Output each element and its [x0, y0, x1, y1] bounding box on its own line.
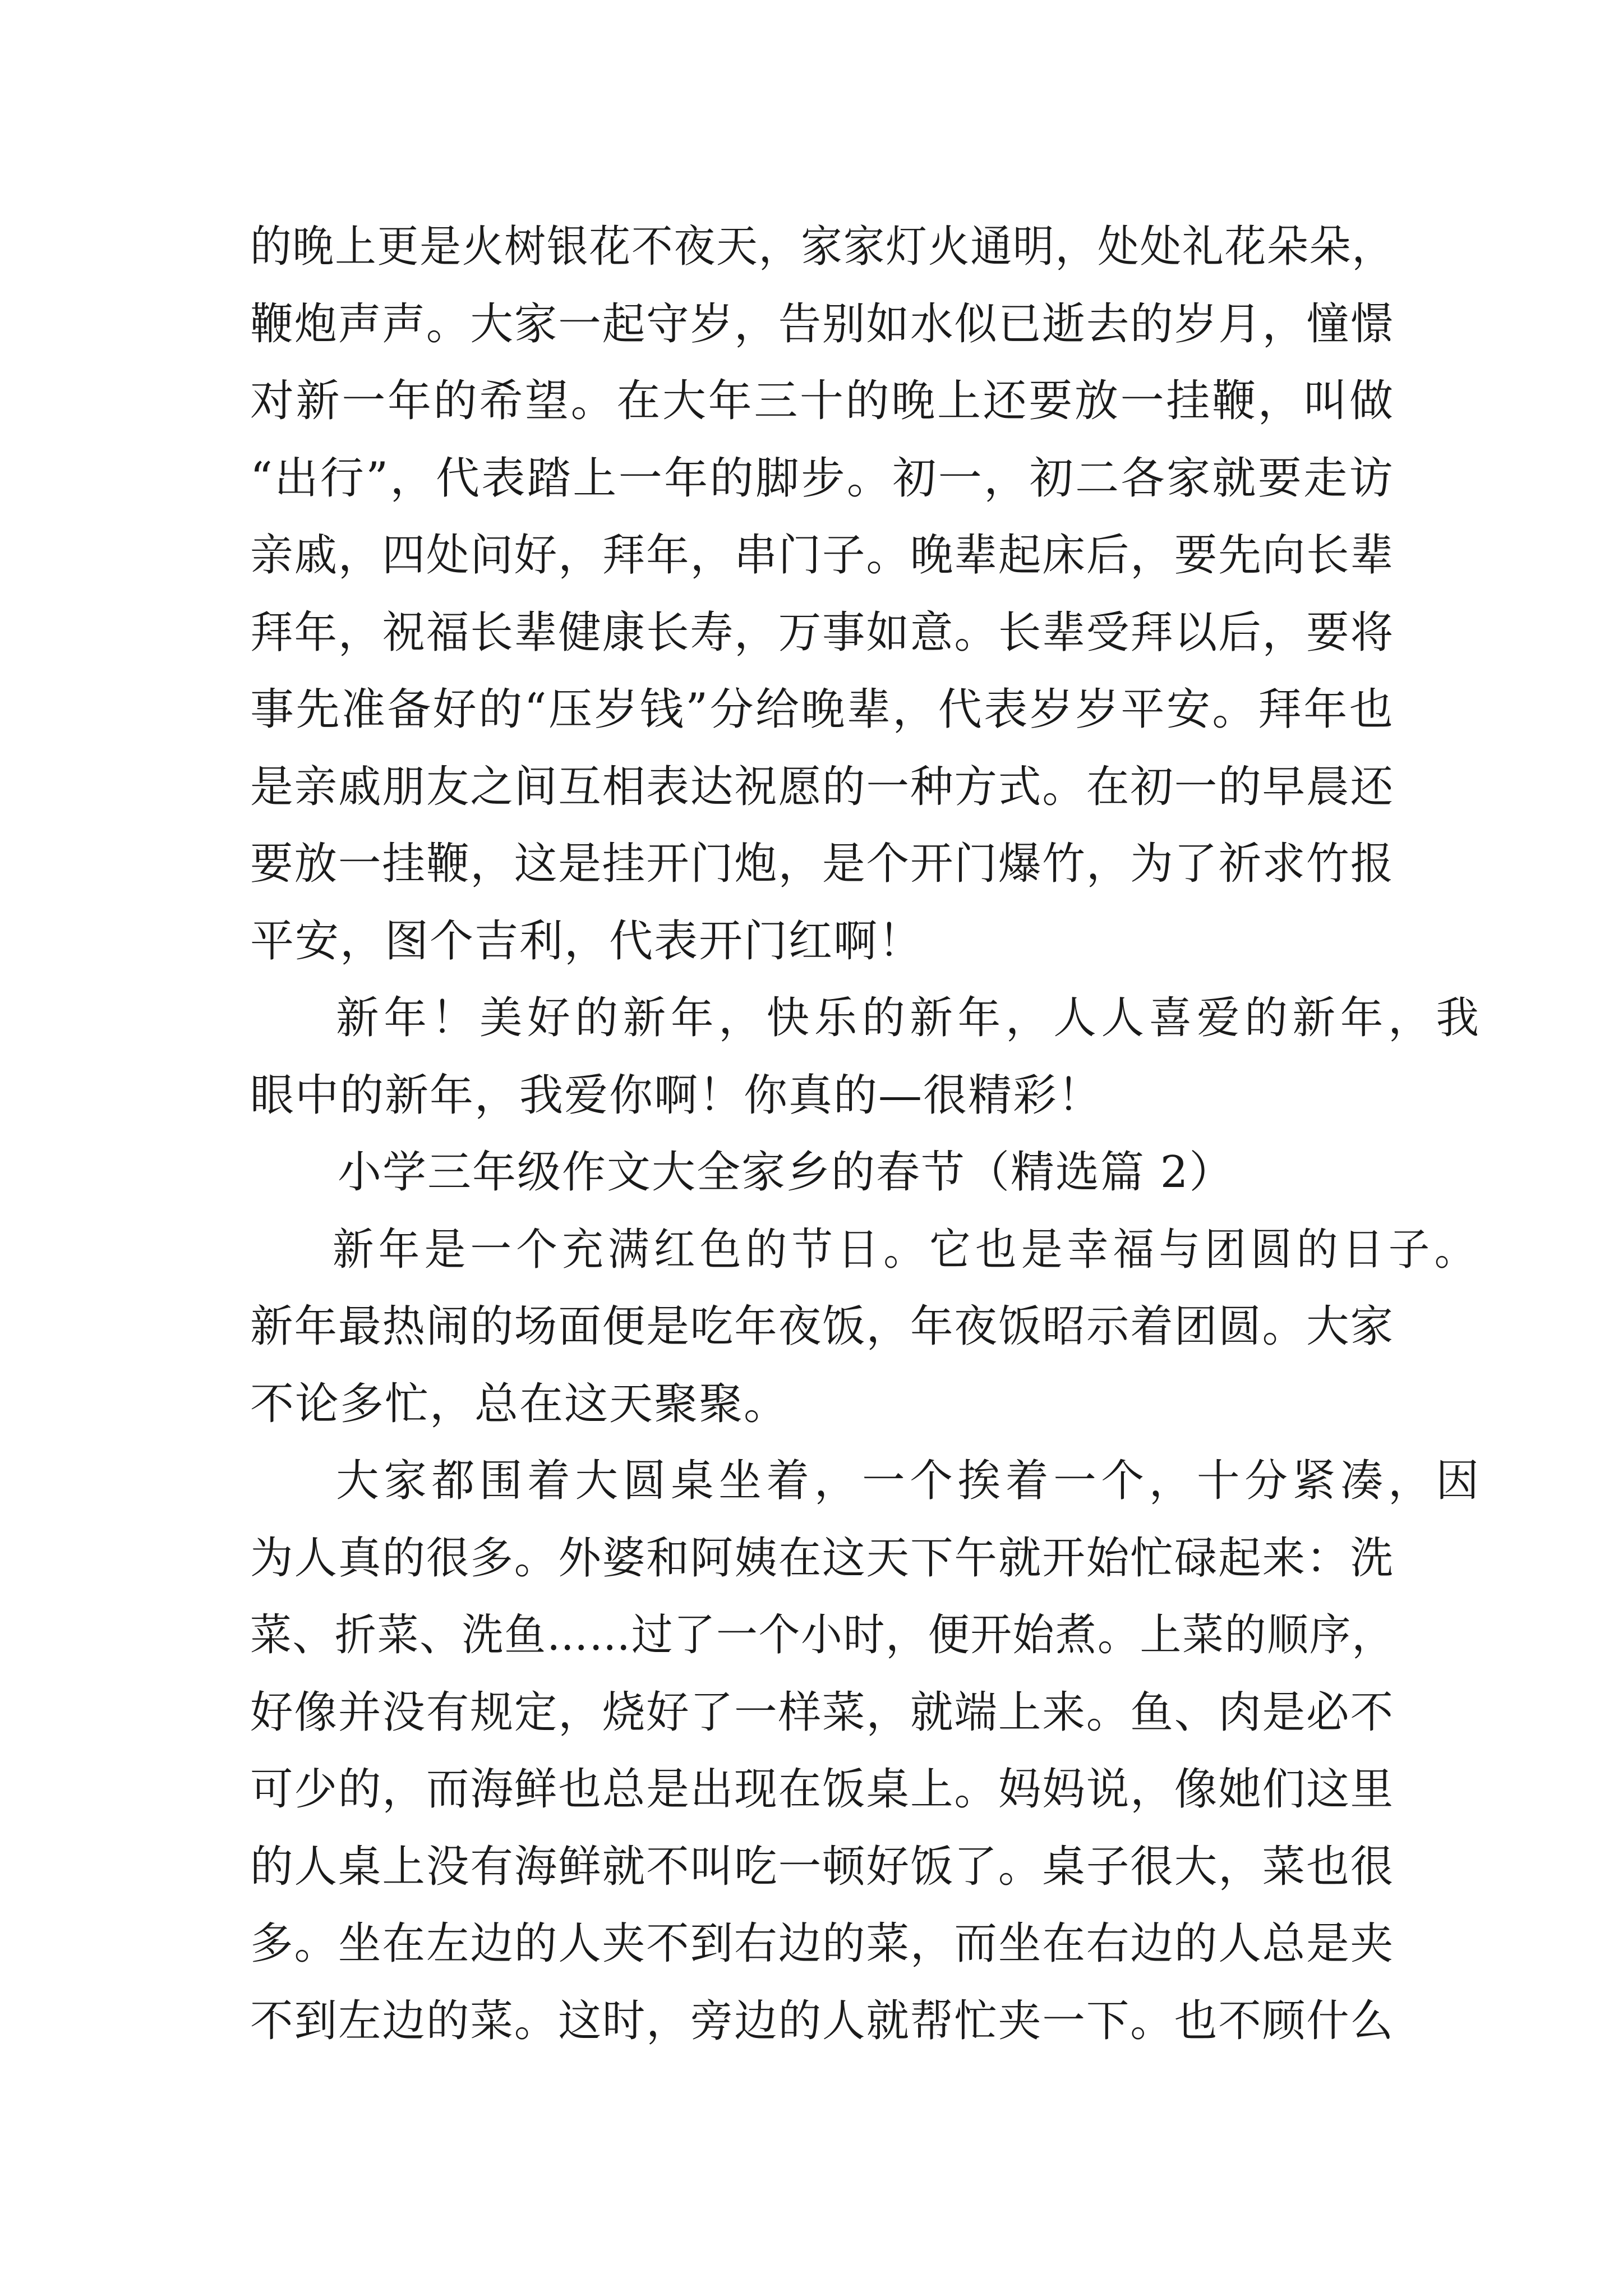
text-line: 新年最热闹的场面便是吃年夜饭，年夜饭昭示着团圆。大家	[250, 1301, 1395, 1352]
paragraph-start-line: 新年！美好的新年，快乐的新年，人人喜爱的新年，我	[336, 993, 1480, 1043]
text-line: 好像并没有规定，烧好了一样菜，就端上来。鱼、肉是必不	[250, 1687, 1395, 1738]
text-line: 眼中的新年，我爱你啊！你真的—很精彩！	[250, 1070, 1103, 1121]
text-line: 的晚上更是火树银花不夜天，家家灯火通明，处处礼花朵朵，	[250, 222, 1394, 272]
document-body	[250, 209, 1480, 2060]
text-line: 鞭炮声声。大家一起守岁，告别如水似已逝去的岁月，憧憬	[250, 298, 1395, 349]
text-line: 多。坐在左边的人夹不到右边的菜，而坐在右边的人总是夹	[250, 1918, 1395, 1969]
paragraph-start-line: 大家都围着大圆桌坐着，一个挨着一个，十分紧凑，因	[336, 1456, 1480, 1506]
text-line: 是亲戚朋友之间互相表达祝愿的一种方式。在初一的早晨还	[250, 761, 1395, 812]
text-line: 的人桌上没有海鲜就不叫吃一顿好饭了。桌子很大，菜也很	[250, 1841, 1395, 1892]
text-line: 平安，图个吉利，代表开门红啊！	[250, 915, 924, 967]
paragraph-start-line: 新年是一个充满红色的节日。它也是幸福与团圆的日子。	[332, 1224, 1477, 1275]
text-line: 不到左边的菜。这时，旁边的人就帮忙夹一下。也不顾什么	[250, 1995, 1395, 2046]
text-line: 菜、折菜、洗鱼……过了一个小时，便开始煮。上菜的顺序，	[250, 1610, 1394, 1660]
text-line: 为人真的很多。外婆和阿姨在这天下午就开始忙碌起来：洗	[250, 1533, 1395, 1584]
text-line: 事先准备好的“压岁钱”分给晚辈，代表岁岁平安。拜年也	[250, 684, 1395, 735]
text-line: 要放一挂鞭，这是挂开门炮，是个开门爆竹，为了祈求竹报	[250, 839, 1395, 889]
text-line: 对新一年的希望。在大年三十的晚上还要放一挂鞭，叫做	[250, 376, 1395, 426]
text-line: 亲戚，四处问好，拜年，串门子。晚辈起床后，要先向长辈	[250, 530, 1395, 581]
text-line: 可少的，而海鲜也总是出现在饭桌上。妈妈说，像她们这里	[250, 1764, 1395, 1815]
section-heading: 小学三年级作文大全家乡的春节（精选篇 2）	[338, 1147, 1234, 1198]
text-line: “出行”，代表踏上一年的脚步。初一，初二各家就要走访	[250, 453, 1395, 504]
text-line: 拜年，祝福长辈健康长寿，万事如意。长辈受拜以后，要将	[250, 607, 1395, 658]
text-line: 不论多忙，总在这天聚聚。	[250, 1378, 789, 1429]
